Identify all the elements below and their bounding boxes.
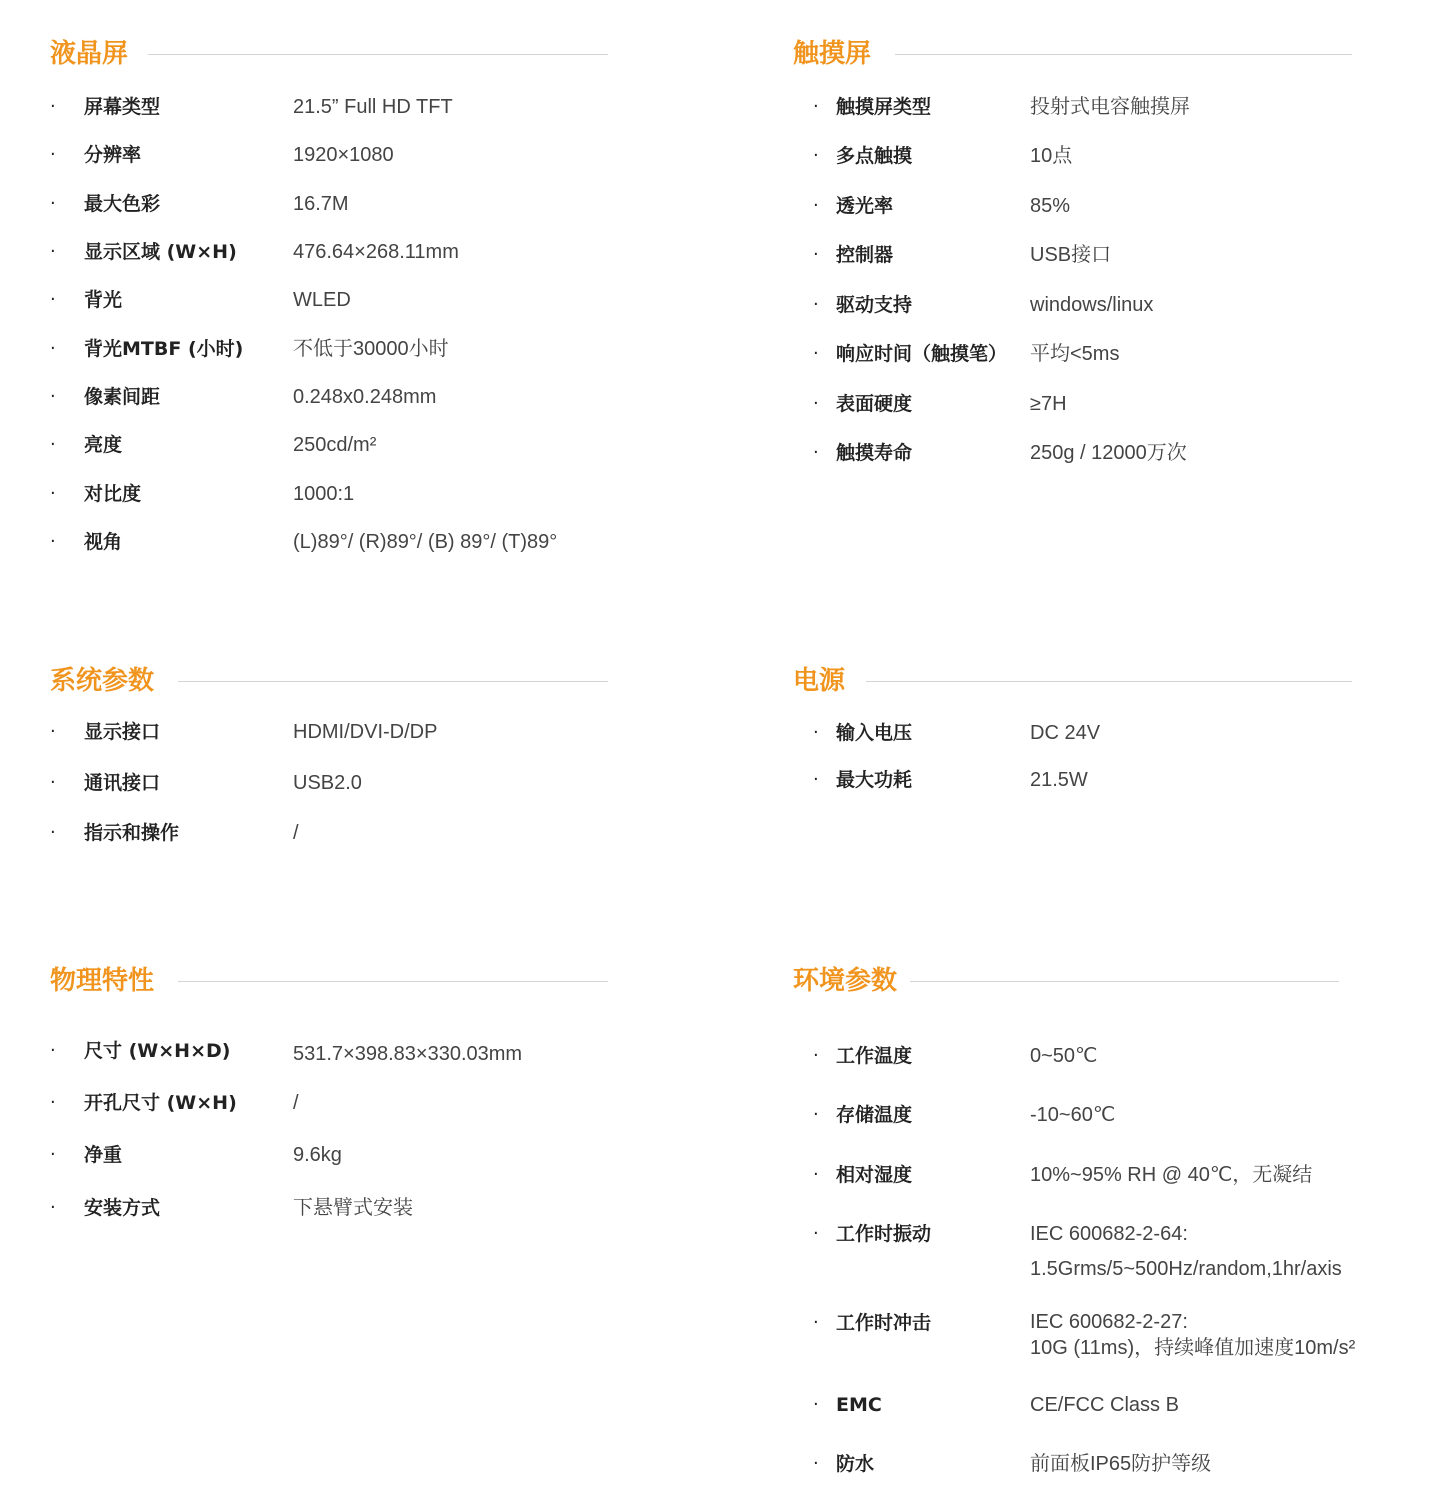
spec-label: 防水 — [836, 1453, 875, 1475]
section-divider — [148, 54, 608, 55]
spec-value: 投射式电容触摸屏 — [1030, 96, 1190, 118]
section-title: 系统参数 — [50, 666, 155, 696]
bullet: · — [813, 1394, 819, 1415]
spec-value: 10点 — [1030, 145, 1073, 167]
spec-label: 存储温度 — [836, 1104, 913, 1126]
spec-label: 分辨率 — [84, 144, 142, 166]
spec-value: windows/linux — [1030, 294, 1154, 316]
spec-label: 对比度 — [84, 483, 142, 505]
section-title: 物理特性 — [50, 966, 155, 996]
spec-value — [1030, 1309, 1355, 1361]
spec-value: (L)89°/ (R)89°/ (B) 89°/ (T)89° — [293, 531, 558, 553]
spec-label: 亮度 — [84, 434, 123, 456]
section-header — [50, 961, 608, 1001]
spec-label: 工作时振动 — [836, 1223, 932, 1245]
spec-value: WLED — [293, 289, 351, 311]
bullet: · — [813, 442, 819, 463]
section-divider — [866, 681, 1352, 682]
bullet: · — [50, 241, 56, 262]
spec-value: 不低于30000小时 — [293, 338, 449, 360]
bullet: · — [813, 1164, 819, 1185]
spec-label: 开孔尺寸 (W×H) — [84, 1092, 237, 1114]
section-touch — [793, 34, 1352, 484]
spec-value: USB2.0 — [293, 772, 362, 794]
section-lcd — [50, 34, 608, 574]
bullet: · — [813, 244, 819, 265]
section-title: 触摸屏 — [793, 39, 872, 69]
section-divider — [178, 981, 608, 982]
bullet: · — [50, 144, 56, 165]
spec-value: 531.7×398.83×330.03mm — [293, 1043, 523, 1065]
spec-label: 指示和操作 — [84, 822, 180, 844]
spec-label: 尺寸 (W×H×D) — [84, 1040, 231, 1062]
spec-label: 像素间距 — [84, 386, 161, 408]
spec-label: 工作时冲击 — [836, 1312, 932, 1334]
bullet: · — [813, 294, 819, 315]
bullet: · — [813, 1453, 819, 1474]
spec-label: 表面硬度 — [836, 393, 913, 415]
section-environment — [793, 961, 1413, 1486]
bullet: · — [50, 483, 56, 504]
spec-label: 视角 — [84, 531, 123, 553]
spec-label: 净重 — [84, 1144, 123, 1166]
spec-value: USB接口 — [1030, 244, 1112, 266]
spec-label: 透光率 — [836, 195, 894, 217]
spec-label: 触摸寿命 — [836, 442, 913, 464]
spec-value: 0.248x0.248mm — [293, 386, 437, 408]
section-title: 环境参数 — [793, 966, 898, 996]
bullet: · — [813, 393, 819, 414]
spec-value: 16.7M — [293, 193, 349, 215]
section-header — [50, 661, 608, 701]
spec-value-line: 10G (11ms)，持续峰值加速度10m/s² — [1030, 1337, 1356, 1359]
spec-label: EMC — [836, 1394, 882, 1416]
spec-label: 屏幕类型 — [84, 96, 161, 118]
bullet: · — [813, 96, 819, 117]
spec-label: 通讯接口 — [84, 772, 161, 794]
spec-value: 21.5W — [1030, 769, 1088, 791]
bullet: · — [813, 1312, 819, 1333]
spec-label: 显示区域 (W×H) — [84, 241, 237, 263]
spec-label: 工作温度 — [836, 1045, 913, 1067]
section-header — [793, 34, 1352, 74]
spec-value: 1000:1 — [293, 483, 355, 505]
spec-value: DC 24V — [1030, 722, 1101, 744]
spec-value: / — [293, 1092, 299, 1114]
spec-label: 多点触摸 — [836, 145, 913, 167]
spec-value: HDMI/DVI-D/DP — [293, 721, 438, 743]
bullet: · — [50, 434, 56, 455]
spec-label: 相对湿度 — [836, 1164, 913, 1186]
spec-value: 10%~95% RH @ 40℃，无凝结 — [1030, 1164, 1313, 1186]
section-header — [793, 661, 1352, 701]
spec-label: 最大功耗 — [836, 769, 913, 791]
bullet: · — [50, 772, 56, 793]
spec-label: 背光MTBF (小时) — [84, 338, 244, 360]
section-header — [50, 34, 608, 74]
spec-value: 1920×1080 — [293, 144, 394, 166]
bullet: · — [50, 1144, 56, 1165]
section-divider — [910, 981, 1339, 982]
spec-value: 85% — [1030, 195, 1071, 217]
section-system — [50, 661, 608, 861]
bullet: · — [50, 289, 56, 310]
bullet: · — [50, 531, 56, 552]
section-power — [793, 661, 1352, 811]
bullet: · — [50, 96, 56, 117]
spec-value — [1030, 1217, 1342, 1287]
spec-value: 下悬臂式安装 — [293, 1197, 413, 1219]
section-divider — [895, 54, 1352, 55]
bullet: · — [813, 769, 819, 790]
spec-label: 触摸屏类型 — [836, 96, 932, 118]
bullet: · — [50, 338, 56, 359]
spec-value: -10~60℃ — [1030, 1104, 1116, 1126]
spec-value: 0~50℃ — [1030, 1045, 1098, 1067]
spec-label: 背光 — [84, 289, 123, 311]
bullet: · — [813, 722, 819, 743]
spec-label: 响应时间（触摸笔） — [836, 343, 1008, 365]
bullet: · — [50, 1092, 56, 1113]
section-title: 液晶屏 — [50, 39, 129, 69]
bullet: · — [813, 1104, 819, 1125]
spec-value: ≥7H — [1030, 393, 1067, 415]
bullet: · — [50, 193, 56, 214]
spec-value: 250cd/m² — [293, 434, 377, 456]
bullet: · — [50, 822, 56, 843]
spec-value-line: IEC 600682-2-27: — [1030, 1311, 1188, 1333]
section-divider — [178, 681, 608, 682]
spec-label: 控制器 — [836, 244, 894, 266]
spec-value-line: 1.5Grms/5~500Hz/random,1hr/axis — [1030, 1258, 1342, 1280]
section-physical — [50, 961, 608, 1231]
spec-label: 最大色彩 — [84, 193, 161, 215]
bullet: · — [50, 1197, 56, 1218]
spec-label: 安装方式 — [84, 1197, 161, 1219]
bullet: · — [50, 386, 56, 407]
bullet: · — [813, 195, 819, 216]
spec-label: 驱动支持 — [836, 294, 913, 316]
spec-value: CE/FCC Class B — [1030, 1394, 1179, 1416]
section-title: 电源 — [793, 666, 846, 696]
spec-value: 250g / 12000万次 — [1030, 442, 1187, 464]
bullet: · — [813, 1223, 819, 1244]
section-header — [793, 961, 1413, 1001]
spec-label: 显示接口 — [84, 721, 161, 743]
spec-value: 前面板IP65防护等级 — [1030, 1453, 1212, 1475]
bullet: · — [813, 145, 819, 166]
spec-value-line: IEC 600682-2-64: — [1030, 1223, 1188, 1245]
bullet: · — [50, 721, 56, 742]
spec-value: 21.5” Full HD TFT — [293, 96, 453, 118]
spec-value: 平均<5ms — [1030, 343, 1120, 365]
spec-value: 9.6kg — [293, 1144, 342, 1166]
bullet: · — [813, 343, 819, 364]
bullet: · — [813, 1045, 819, 1066]
spec-value: 476.64×268.11mm — [293, 241, 459, 263]
bullet: · — [50, 1040, 56, 1061]
spec-value: / — [293, 822, 299, 844]
spec-label: 输入电压 — [836, 722, 913, 744]
